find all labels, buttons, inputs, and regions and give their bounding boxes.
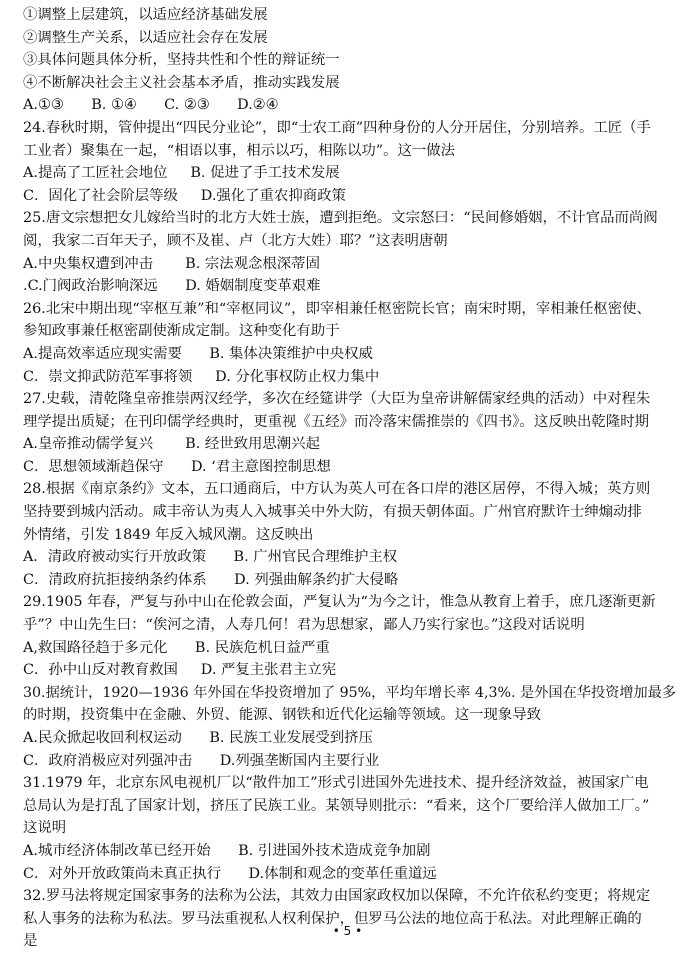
question-28-stem: 28.根据《南京条约》文本，五口通商后，中方认为英人可在各口岸的港区居停，不得入城；英方则: [23, 481, 651, 498]
answer-options: C．思想领域渐趋保守 D. ‘君主意图控制思想: [23, 458, 331, 475]
question-27-stem: 理学提出质疑；在刊印儒学经典时，更重视《五经》而冷落宋儒推崇的《四书》。这反映出乾隆时期: [23, 413, 649, 430]
question-31-stem: 31.1979 年，北京东风电视机厂以“散件加工”形式引进国外先进技术、提升经济效益，被国家广电: [23, 775, 649, 792]
question-25-stem: 阅，我家二百年天子，顾不及崔、卢（北方大姓）耶？”这表明唐朝: [23, 232, 448, 249]
question-24-stem: 工业者）聚集在一起，“相语以事，相示以巧，相陈以功”。这一做法: [23, 142, 456, 159]
question-31-stem: 这说明: [23, 820, 67, 837]
answer-options: A.皇帝推动儒学复兴 B. 经世致用思潮兴起: [23, 436, 320, 453]
answer-options: A.提高效率适应现实需要 B. 集体决策维护中央权威: [23, 345, 373, 362]
question-32-stem: 私人事务的法称为私法。罗马法重视私人权利保护，但罗马公法的地位高于私法。对此理解正确的: [23, 910, 642, 927]
question-28-stem: 外情绪，引发 1849 年反入城风潮。这反映出: [23, 526, 314, 543]
question-28-stem: 坚持要到城内活动。咸丰帝认为夷人入城事关中外大防，有损天朝体面。广州官府默许士绅煽动排: [23, 504, 642, 521]
answer-options: C．政府消极应对列强冲击 D.列强垄断国内主要行业: [23, 752, 380, 769]
answer-options: A.中央集权遭到冲击 B. 宗法观念根深蒂固: [23, 255, 320, 272]
answer-options: A.①③ B. ①④ C. ②③ D.②④: [23, 97, 279, 114]
question-27-stem: 27.史载，清乾隆皇帝推崇两汉经学，多次在经筵讲学（大臣为皇帝讲解儒家经典的活动）中对程朱: [23, 391, 651, 408]
question-26-stem: 26.北宋中期出现“宰枢互兼”和“宰枢同议”，即宰相兼任枢密院长官；南宋时期，宰相兼任枢密使、: [23, 300, 651, 317]
answer-options: A.城市经济体制改革已经开始 B. 引进国外技术造成竞争加剧: [23, 842, 431, 859]
answer-options: C．清政府抗拒接纳条约体系 D. 列强曲解条约扩大侵略: [23, 571, 399, 588]
answer-options: .C.门阀政治影响深远 D. 婚姻制度变革艰难: [23, 278, 321, 295]
question-29-stem: 乎”？中山先生曰：“俟河之清，人寿几何！君为思想家，鄙人乃实行家也。”这段对话说明: [23, 617, 585, 634]
question-32-stem: 是: [23, 933, 38, 950]
text-line: ②调整生产关系，以适应社会存在发展: [23, 29, 268, 46]
text-line: ③具体问题具体分析，坚持共性和个性的辩证统一: [23, 52, 340, 69]
question-31-stem: 总局认为是打乱了国家计划，挤压了民族工业。某领导则批示：“看来，这个厂要给洋人做加工厂。”: [23, 797, 650, 814]
question-24-stem: 24.春秋时期，管仲提出“四民分业论”，即“士农工商”四种身份的人分开居住，分别培养。工匠（手: [23, 119, 651, 136]
question-32-stem: 32.罗马法将规定国家事务的法称为公法，其效力由国家政权加以保障，不允许依私约变更；将规定: [23, 888, 651, 905]
answer-options: A.民众掀起收回利权运动 B. 民族工业发展受到挤压: [23, 730, 373, 746]
question-30-stem: 的时期，投资集中在金融、外贸、能源、钢铁和近代化运输等领域。这一现象导致: [23, 707, 542, 724]
answer-options: C．对外开放政策尚未真正执行 D.体制和观念的变革任重道远: [23, 865, 437, 882]
answer-options: C．孙中山反对教育救国 D. 严复主张君主立宪: [23, 662, 337, 679]
answer-options: A,救国路径趋于多元化 B. 民族危机日益严重: [23, 639, 330, 656]
text-line: ①调整上层建筑，以适应经济基础发展: [23, 7, 268, 23]
question-29-stem: 29.1905 年春，严复与孙中山在伦敦会面，严复认为“为今之计，惟急从教育上着手，庶几逐渐更新: [23, 594, 656, 611]
answer-options: C．固化了社会阶层等级 D.强化了重农抑商政策: [23, 187, 346, 204]
document-body: [23, 4, 683, 953]
text-line: ④不断解决社会主义社会基本矛盾，推动实践发展: [23, 74, 340, 91]
question-26-stem: 参知政事兼任枢密副使渐成定制。这种变化有助于: [23, 323, 340, 340]
answer-options: A.提高了工匠社会地位 B. 促进了手工技术发展: [23, 165, 340, 182]
question-30-stem: 30.据统计，1920—1936 年外国在华投资增加了 95%，平均年增长率 4,3%. 是外国在华投资增加最多: [23, 684, 677, 701]
answer-options: A．清政府被动实行开放政策 B. 广州官民合理维护主权: [23, 549, 398, 566]
question-25-stem: 25.唐文宗想把女儿嫁给当时的北方大姓士族，遭到拒绝。文宗怒曰：“民间修婚姻，不计官品而尚阀: [23, 210, 658, 227]
answer-options: C．崇文抑武防范军事将领 D. 分化事权防止权力集中: [23, 368, 380, 385]
page-number: • 5 •: [332, 924, 363, 938]
